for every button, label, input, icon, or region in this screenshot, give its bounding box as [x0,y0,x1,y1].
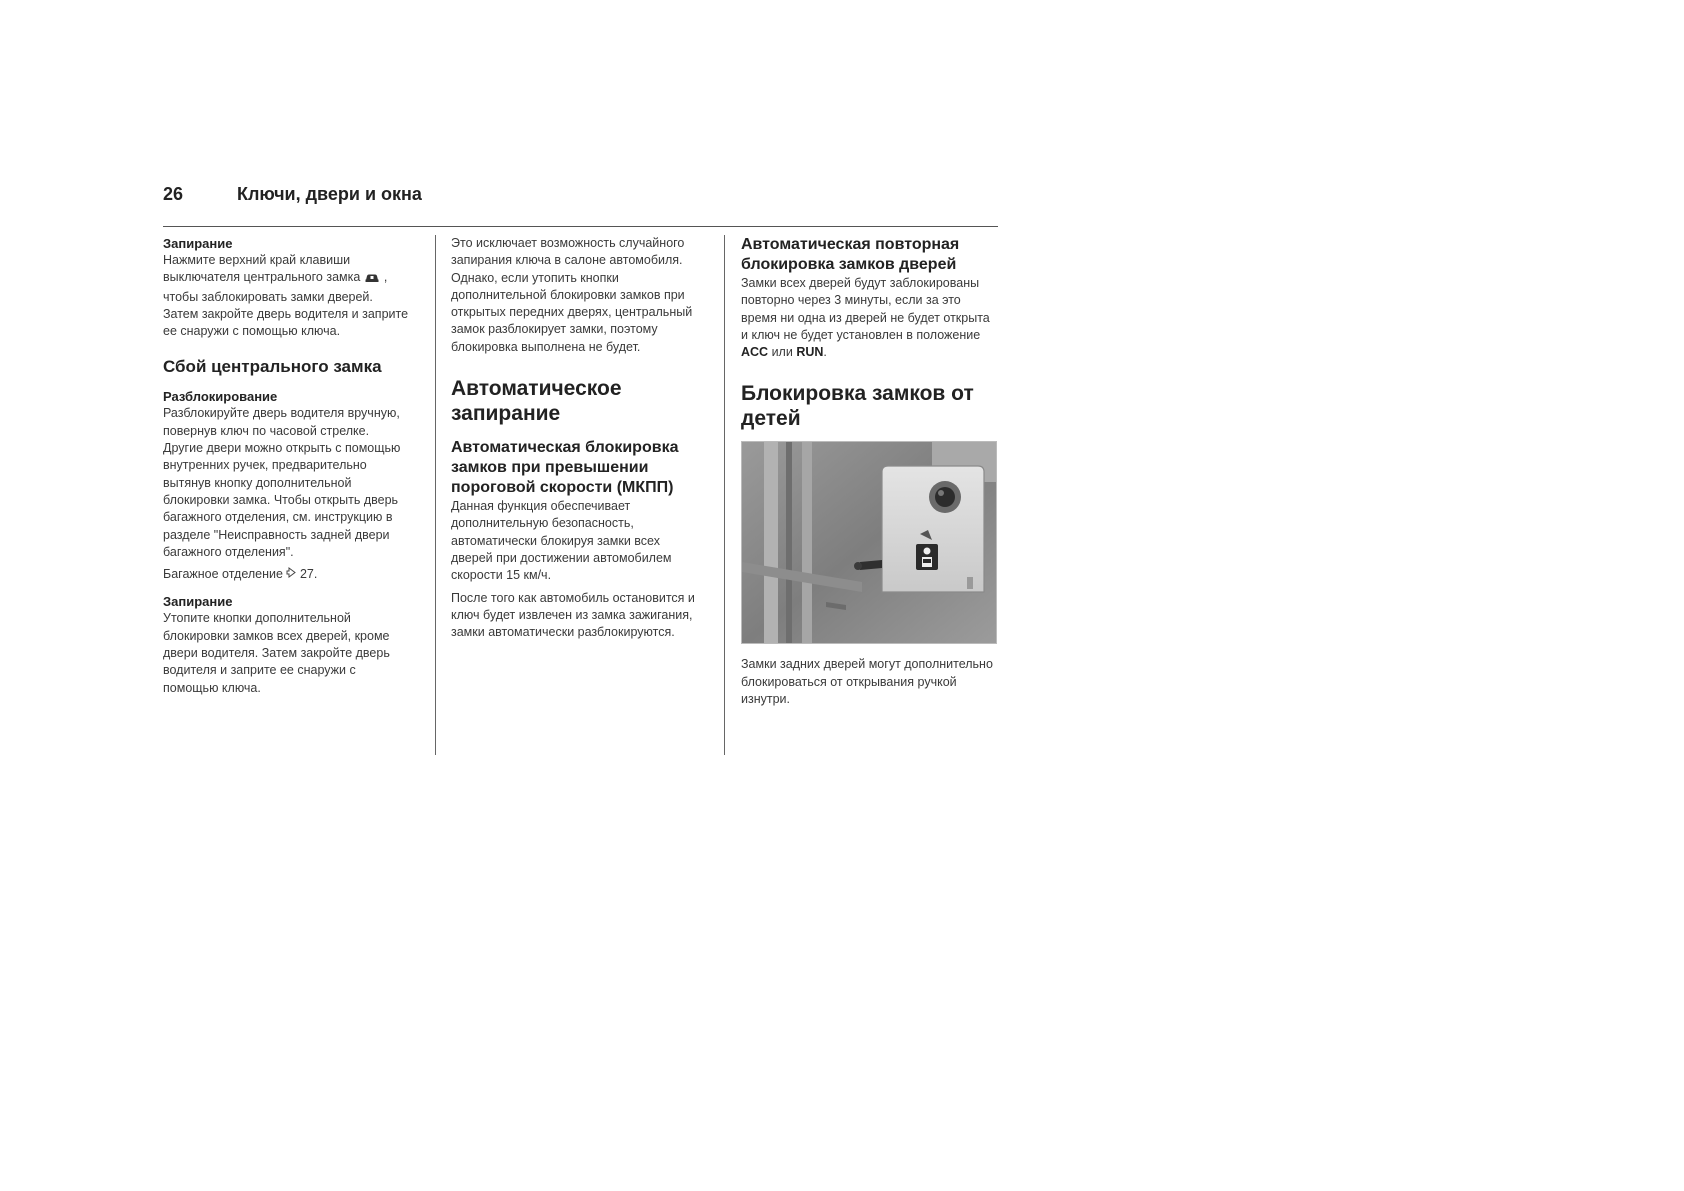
locking-text-b: , чтобы заблокировать замки дверей. Затем закройте дверь водителя и заприте ее снаружи с помощью ключа. [163,270,409,339]
speed-lock-paragraph: Данная функция обеспечивает дополнительную безопасность, автоматически блокируя замки всех дверей при достижении автомобилем скорости 15 км/ч. [451,499,672,583]
car-lock-icon [364,271,380,288]
acc-label: ACC [741,345,769,360]
accidental-lock-paragraph: Это исключает возможность случайного запирания ключа в салоне автомобиля. Однако, если утопить кнопки дополнительной блокировки замков при открытых передних дверях, центральный замок разблокирует замки, поэтому блокировка выполнена не будет. [451,236,693,354]
figure-caption: Замки задних дверей могут дополнительно блокироваться от открывания ручкой изнутри. [741,657,993,707]
column-divider-2 [724,235,725,755]
column-3 [741,235,997,708]
child-lock-figure [741,441,997,644]
relock-heading: Автоматическая повторная блокировка замков дверей [741,236,960,273]
section-title: Ключи, двери и окна [237,184,422,204]
column-divider-1 [435,235,436,755]
locking-heading: Запирание [163,236,233,251]
trunk-reference [163,566,411,583]
relock-period: . [823,345,827,360]
column-2 [451,235,703,641]
or-label: или [771,345,793,360]
auto-locking-title: Автоматическое запирание [451,377,622,426]
unlocking-heading: Разблокирование [163,389,278,405]
page-number: 26 [163,184,184,204]
child-lock-illustration [742,442,997,644]
relock-paragraph [741,275,997,361]
speed-lock-heading: Автоматическая блокировка замков при превышении пороговой скорости (МКПП) [451,439,679,497]
locking-paragraph-2: Утопите кнопки дополнительной блокировки замков всех дверей, кроме двери водителя. Затем закройте дверь водителя и заприте ее снаружи с помощью ключа. [163,611,390,695]
run-label: RUN [796,345,824,360]
locking-text-a: Нажмите верхний край клавиши выключателя центрального замка [163,253,361,285]
unlocking-paragraph: Разблокируйте дверь водителя вручную, повернув ключ по часовой стрелке. Другие двери можно открыть с помощью внутренних ручек, предварительно вытянув кнопку дополнительной блокировки замка. Чтобы открыть дверь багажного отделения, см. инструкцию в разделе "Неисправность задней двери багажного отделения". [163,406,401,559]
page-header [163,180,998,227]
column-1 [163,235,411,697]
auto-unlock-paragraph: После того как автомобиль остановится и ключ будет извлечен из замка зажигания, замки автоматически разблокируются. [451,590,695,640]
central-lock-failure-heading: Сбой центрального замка [163,357,382,377]
trunk-reference-text: Багажное отделение [163,567,283,582]
child-lock-title: Блокировка замков от детей [741,382,974,431]
relock-text: Замки всех дверей будут заблокированы повторно через 3 минуты, если за это время ни одна из дверей не будет открыта и ключ не будет установлен в положение [741,276,990,342]
trunk-reference-page: 27. [299,567,318,582]
locking-heading-2: Запирание [163,594,233,610]
child-lock-icon [916,544,938,570]
page-ref-arrow-icon [286,566,297,583]
locking-paragraph [163,252,411,340]
